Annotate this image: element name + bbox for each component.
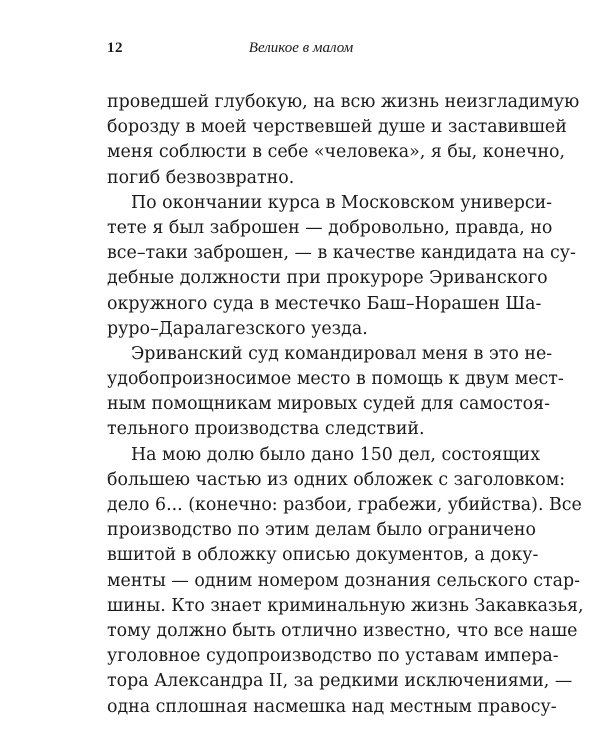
text-line: ным помощникам мировых судей для самостоя- bbox=[107, 394, 551, 415]
text-line: дело 6... (конечно: разбои, грабежи, убийства). Все bbox=[107, 495, 582, 515]
text-line: уголовное судопроизводство по уставам импера- bbox=[107, 646, 559, 667]
text-line: производство по этим делам было ограничено bbox=[107, 520, 536, 541]
text-line: все–таки заброшен, — в качестве кандидата на су- bbox=[107, 243, 576, 264]
page-header bbox=[107, 40, 495, 62]
text-line: тете я был заброшен — добровольно, правда, но bbox=[107, 217, 553, 238]
text-line: меня соблюсти в себе «человека», я бы, конечно, bbox=[107, 142, 566, 163]
text-line: удобопроизносимое место в помощь к двум мест- bbox=[107, 369, 564, 390]
text-line: проведшей глубокую, на всю жизнь неизгладимую bbox=[107, 92, 580, 112]
text-line: окружного суда в местечко Баш–Норашен Ша- bbox=[107, 293, 542, 314]
text-line: вшитой в обложку описью документов, а доку- bbox=[107, 545, 539, 566]
text-line: На мою долю было дано 150 дел, состоящих bbox=[131, 444, 541, 465]
text-line: По окончании курса в Московском универси- bbox=[131, 192, 553, 213]
text-line: менты — одним номером дознания сельского стар- bbox=[107, 570, 581, 591]
text-line: руро–Даралагезского уезда. bbox=[107, 318, 368, 339]
page-number: 12 bbox=[107, 40, 123, 56]
text-line: борозду в моей черствевшей душе и заставившей bbox=[107, 117, 567, 138]
text-line: шины. Кто знает криминальную жизнь Закавказья, bbox=[107, 595, 584, 616]
text-line: тора Александра II, за редкими исключениями, — bbox=[107, 671, 573, 692]
text-line: одна сплошная насмешка над местным правосу- bbox=[107, 696, 557, 717]
text-line: тельного производства следствий. bbox=[107, 419, 425, 440]
running-title: Великое в малом bbox=[248, 40, 354, 56]
body-text bbox=[107, 90, 584, 720]
text-line: Эриванский суд командировал меня в это не- bbox=[131, 343, 553, 364]
text-line: большею частью из одних обложек с заголовком: bbox=[107, 469, 566, 490]
text-line: дебные должности при прокуроре Эриванского bbox=[107, 268, 548, 289]
text-line: погиб безвозвратно. bbox=[107, 167, 295, 188]
text-line: тому должно быть отлично известно, что все наше bbox=[107, 620, 578, 641]
